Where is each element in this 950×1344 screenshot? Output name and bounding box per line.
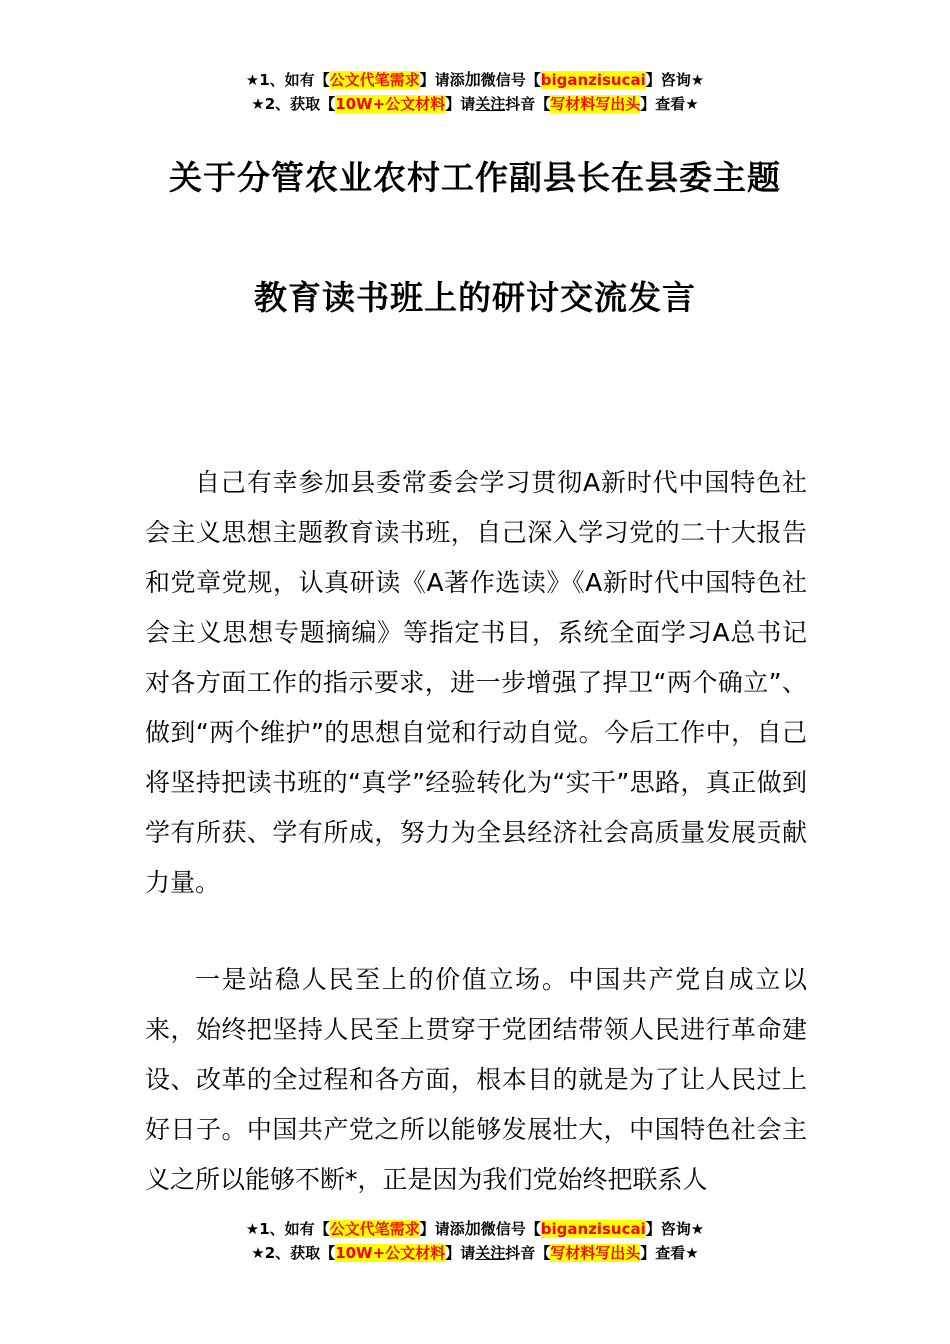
banner-highlight-douyin: 写材料写出头 (550, 95, 641, 113)
banner-text: 】查看★ (640, 1244, 699, 1262)
banner-text: 】查看★ (640, 95, 699, 113)
banner-text: ★2、获取【 (251, 95, 336, 113)
document-title-line-1: 关于分管农业农村工作副县长在县委主题 (169, 158, 781, 197)
banner-emphasis: 加 (464, 1219, 481, 1238)
banner-emphasis: 加 (464, 70, 481, 89)
banner-text: 】请添 (419, 1220, 465, 1238)
body-paragraph-1 (145, 458, 807, 908)
banner-text: 】请 (445, 95, 476, 113)
banner-text: 】请 (445, 1244, 476, 1262)
paragraph-text: 自己有幸参加县委常委会学习贯彻A新时代中国特色社会主义思想主题教育读书班，自己深入学习党的二十大报告和党章党规，认真研读《A著作选读》《A新时代中国特色社会主义思想专题摘编》等指定书目，系统全面学习A总书记对各方面工作的指示要求，进一步增强了捍卫“两个确立”、做到“两个维护”的思想自觉和行动自觉。今后工作中，自己将坚持把读书班的“真学”经验转化为“实干”思路，真正做到学有所获、学有所成，努力为全县经济社会高质量发展贡献力量。 (145, 468, 807, 897)
banner-text: 抖音【 (505, 95, 551, 113)
body-paragraph-2 (145, 955, 807, 1205)
banner-emphasis: 关注 (475, 1244, 506, 1262)
banner-highlight-wechat: biganzisucai (540, 1220, 646, 1238)
banner-text: 微信号【 (480, 1220, 541, 1238)
banner-text: ★1、如有【 (245, 1220, 330, 1238)
footer-banner (0, 1217, 950, 1265)
banner-emphasis: 关注 (475, 95, 506, 113)
banner-highlight-wechat: biganzisucai (540, 71, 646, 89)
banner-text: 】请添 (419, 71, 465, 89)
banner-text: 抖音【 (505, 1244, 551, 1262)
banner-highlight-materials: 10W+公文材料 (335, 95, 446, 113)
banner-line-2 (0, 92, 950, 116)
banner-line-2 (0, 1241, 950, 1265)
banner-highlight-materials: 10W+公文材料 (335, 1244, 446, 1262)
header-banner (0, 68, 950, 116)
banner-text: 微信号【 (480, 71, 541, 89)
banner-line-1 (0, 1217, 950, 1241)
banner-text: 】咨询★ (645, 71, 705, 89)
banner-highlight-douyin: 写材料写出头 (550, 1244, 641, 1262)
banner-highlight-service: 公文代笔需求 (329, 1220, 420, 1238)
banner-text: ★1、如有【 (245, 71, 330, 89)
banner-highlight-service: 公文代笔需求 (329, 71, 420, 89)
document-title-line-2: 教育读书班上的研讨交流发言 (254, 278, 696, 317)
banner-text: 】咨询★ (645, 1220, 705, 1238)
banner-text: ★2、获取【 (251, 1244, 336, 1262)
paragraph-text: 一是站稳人民至上的价值立场。中国共产党自成立以来，始终把坚持人民至上贯穿于党团结带领人民进行革命建设、改革的全过程和各方面，根本目的就是为了让人民过上好日子。中国共产党之所以能够发展壮大，中国特色社会主义之所以能够不断*，正是因为我们党始终把联系人 (145, 965, 807, 1194)
banner-line-1 (0, 68, 950, 92)
